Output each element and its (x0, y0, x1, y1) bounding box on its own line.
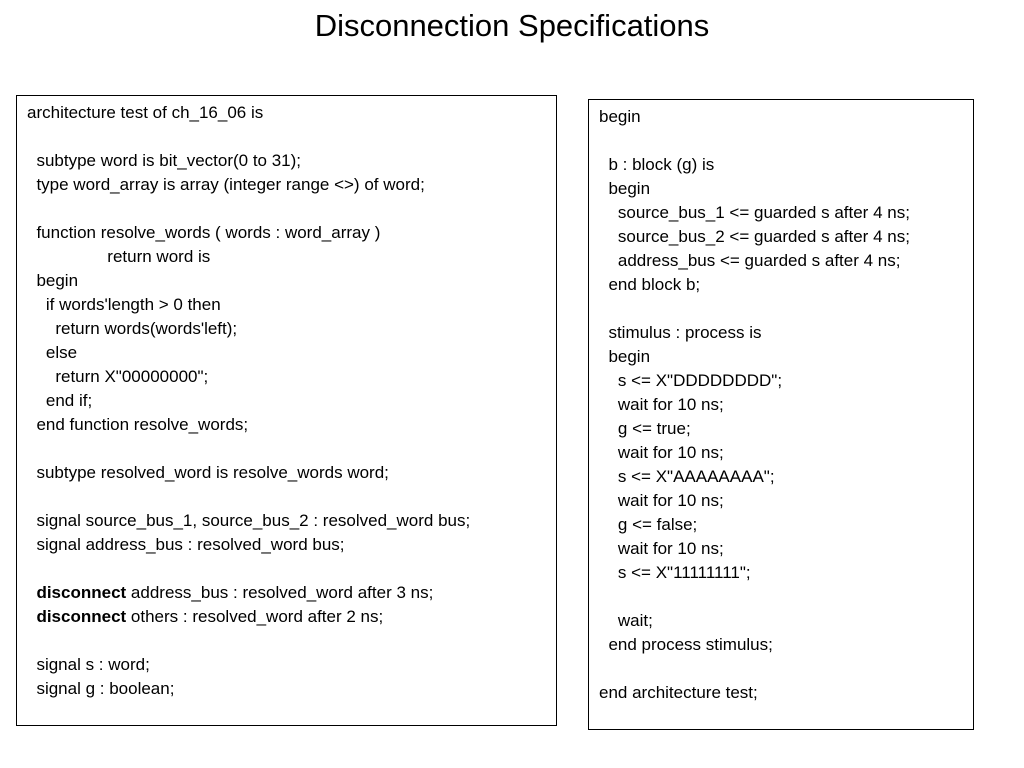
right-code-line: end process stimulus; (599, 635, 773, 654)
left-code-line (27, 437, 556, 461)
right-code-line: wait for 10 ns; (599, 491, 724, 510)
left-code-line: else (27, 343, 78, 362)
right-code-line: g <= true; (599, 419, 691, 438)
disconnect-keyword: disconnect (36, 607, 127, 626)
right-code-line: b : block (g) is (599, 155, 715, 174)
architecture-body-box (588, 99, 974, 730)
right-code-line: wait for 10 ns; (599, 539, 724, 558)
right-code-line: source_bus_2 <= guarded s after 4 ns; (599, 227, 910, 246)
left-code-line (27, 557, 556, 581)
left-code-line: subtype resolved_word is resolve_words word; (27, 463, 389, 482)
slide-title: Disconnection Specifications (314, 8, 710, 43)
right-code-line: g <= false; (599, 515, 698, 534)
right-code-line: end architecture test; (599, 683, 758, 702)
right-code-line (599, 129, 973, 153)
left-code-line (27, 605, 556, 629)
right-code-line: s <= X"11111111"; (599, 563, 751, 582)
right-code-line: begin (599, 347, 651, 366)
left-code-line (27, 197, 556, 221)
left-code-line (27, 125, 556, 149)
right-code-line: wait for 10 ns; (599, 443, 724, 462)
left-code-line (27, 581, 556, 605)
right-code-line: begin (599, 107, 641, 126)
right-code-line: end block b; (599, 275, 701, 294)
right-code-line: s <= X"AAAAAAAA"; (599, 467, 775, 486)
disconnect-keyword: disconnect (36, 583, 127, 602)
left-code-line: return words(words'left); (27, 319, 238, 338)
left-code-line: return X"00000000"; (27, 367, 209, 386)
left-code-line: function resolve_words ( words : word_array ) (27, 223, 381, 242)
left-code-line: end function resolve_words; (27, 415, 249, 434)
right-code-line (599, 657, 973, 681)
architecture-declarations-box (16, 95, 557, 726)
right-code-line (599, 585, 973, 609)
left-code-line: architecture test of ch_16_06 is (27, 103, 264, 122)
code-text: address_bus : resolved_word after 3 ns; (126, 583, 434, 602)
left-code-line: return word is (27, 247, 211, 266)
right-code-line (599, 297, 973, 321)
left-code-line: if words'length > 0 then (27, 295, 221, 314)
left-code-line: signal source_bus_1, source_bus_2 : resolved_word bus; (27, 511, 471, 530)
right-code-line: stimulus : process is (599, 323, 762, 342)
left-code-line: signal s : word; (27, 655, 150, 674)
left-code-line: signal g : boolean; (27, 679, 175, 698)
code-text: others : resolved_word after 2 ns; (126, 607, 384, 626)
left-code-line: signal address_bus : resolved_word bus; (27, 535, 345, 554)
left-code-line: subtype word is bit_vector(0 to 31); (27, 151, 302, 170)
left-code-line (27, 485, 556, 509)
right-code-line: source_bus_1 <= guarded s after 4 ns; (599, 203, 910, 222)
right-code-line: begin (599, 179, 651, 198)
right-code-line: wait; (599, 611, 653, 630)
left-code-line: end if; (27, 391, 93, 410)
right-code-line: address_bus <= guarded s after 4 ns; (599, 251, 901, 270)
left-code-line: type word_array is array (integer range <>) of word; (27, 175, 425, 194)
right-code-line: s <= X"DDDDDDDD"; (599, 371, 783, 390)
left-code-line: begin (27, 271, 79, 290)
left-code-line (27, 629, 556, 653)
right-code-line: wait for 10 ns; (599, 395, 724, 414)
